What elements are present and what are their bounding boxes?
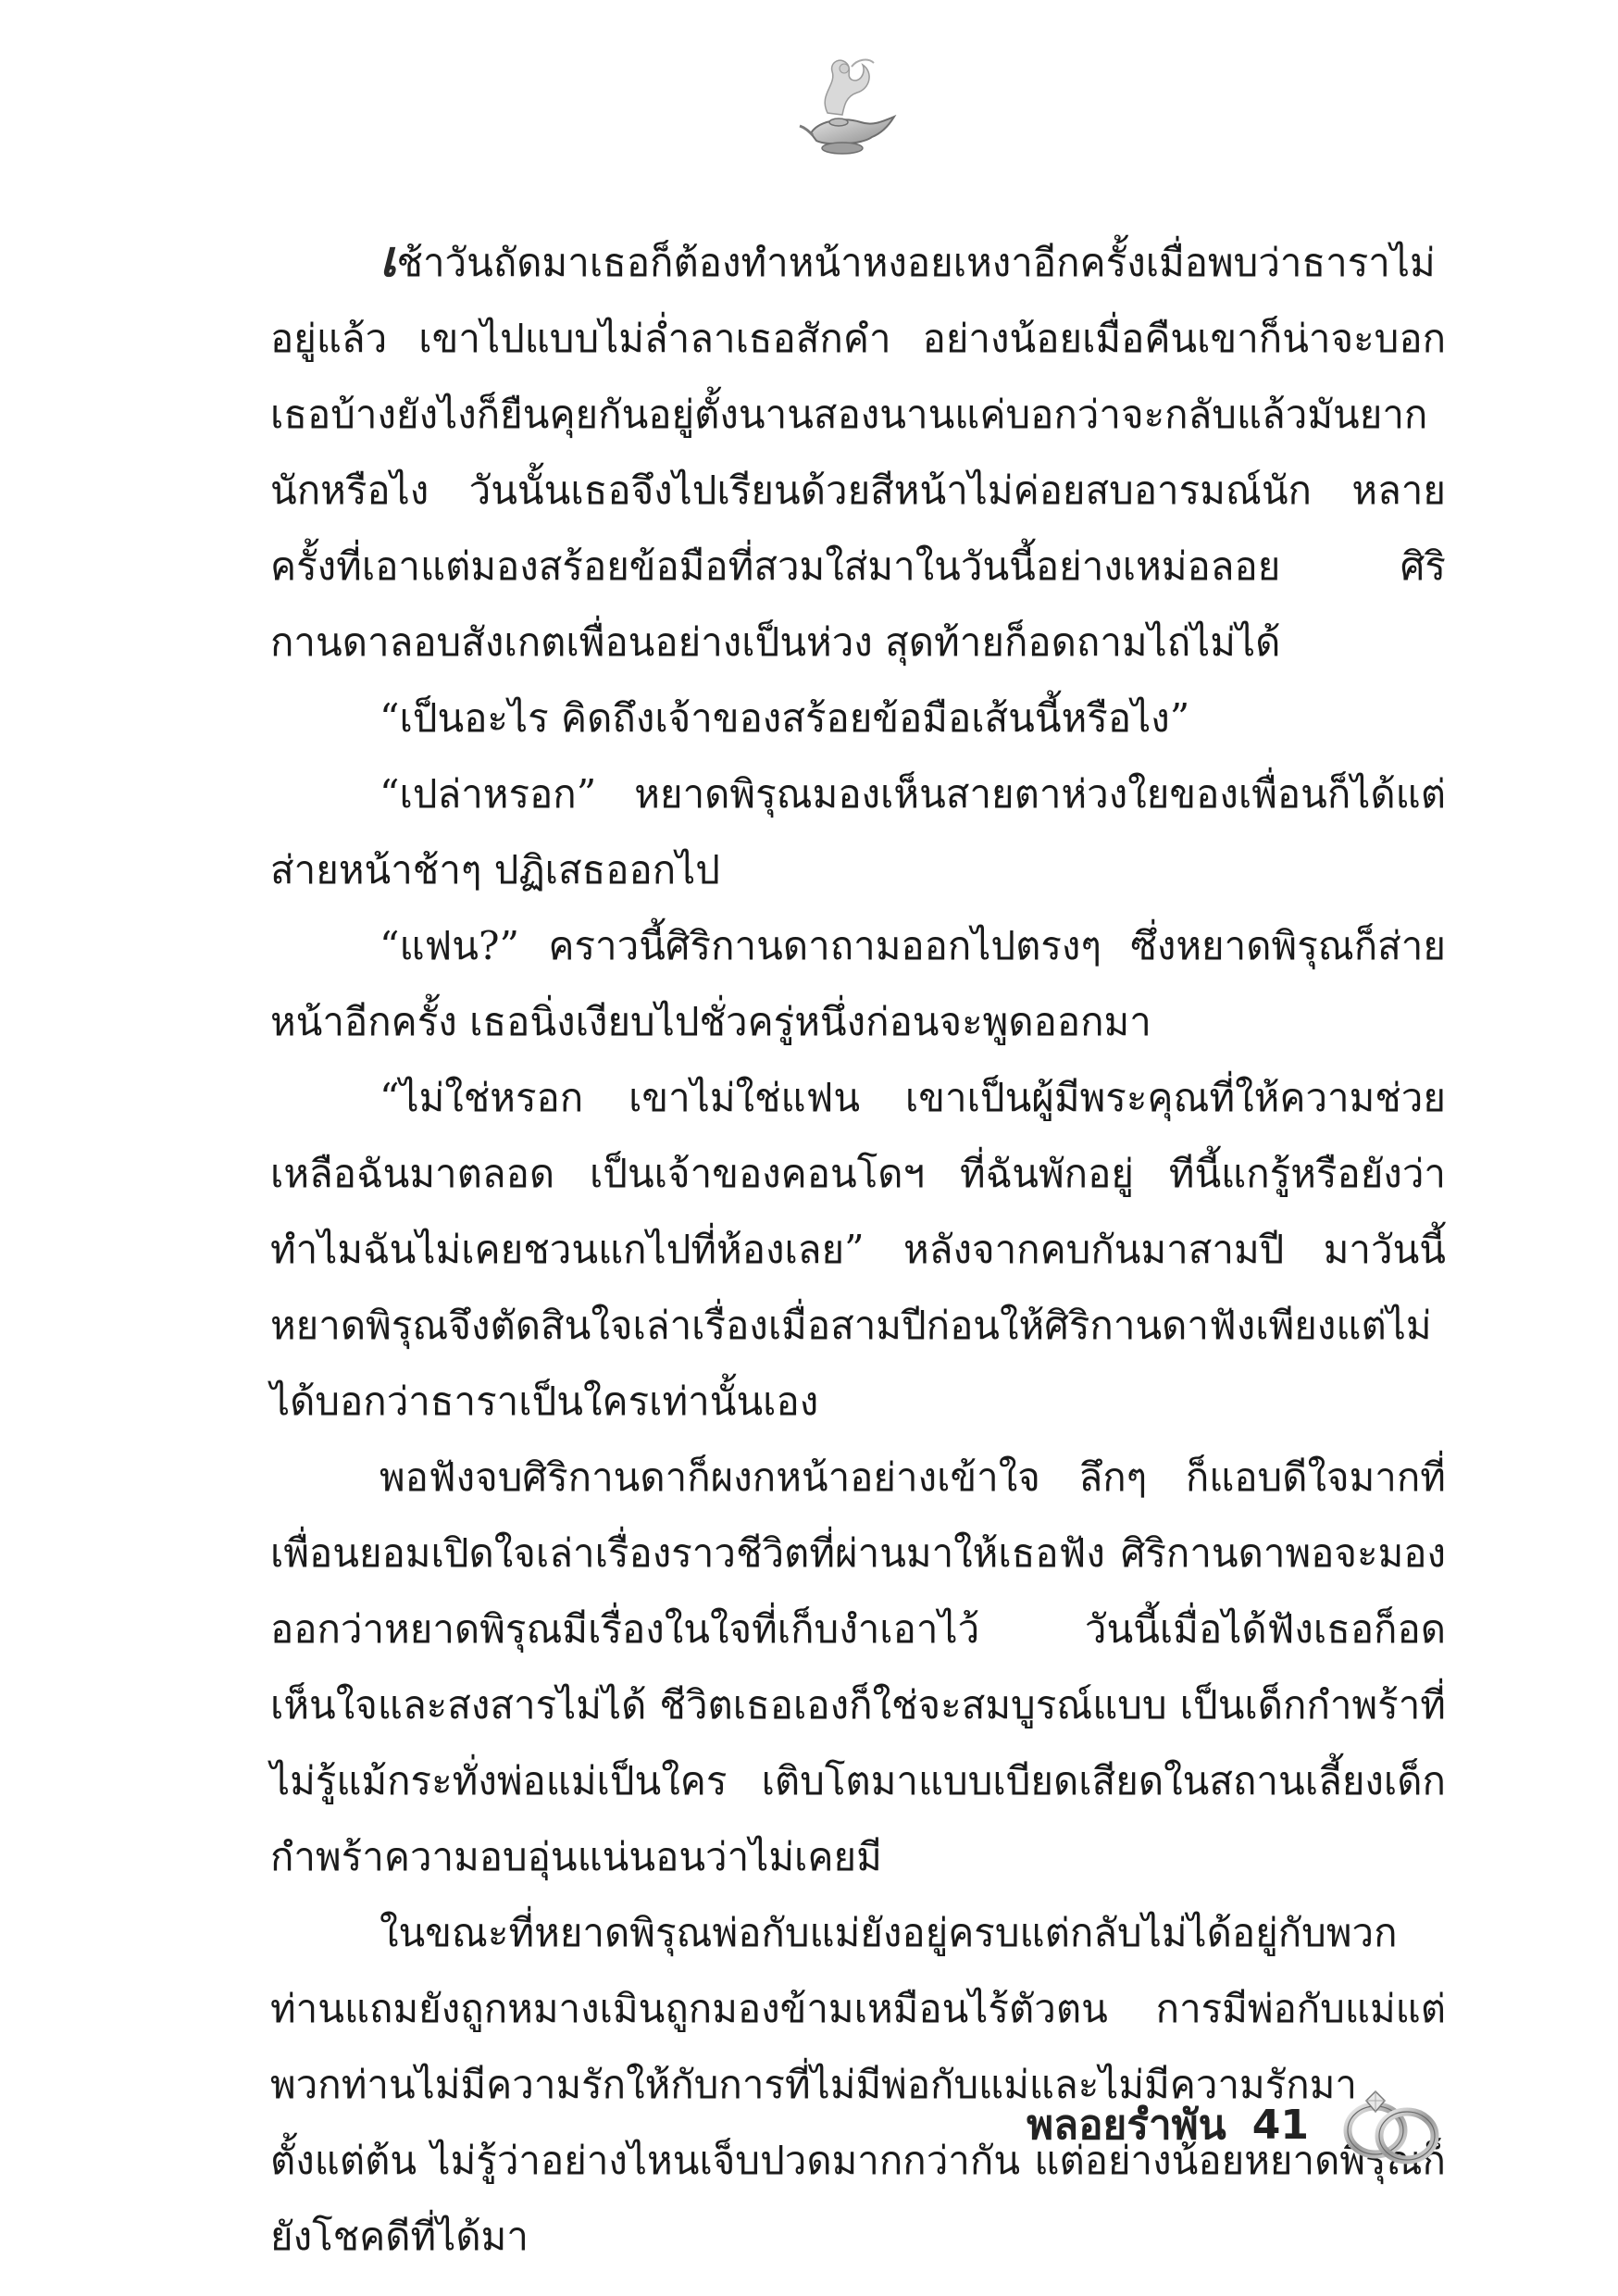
paragraph: “เป็นอะไร คิดถึงเจ้าของสร้อยข้อมือเส้นนี้หรือไง” [380, 695, 1190, 741]
page-footer [1027, 2074, 1446, 2176]
paragraph [270, 220, 1446, 680]
paragraph: “แฟน?” คราวนี้ศิริกานดาถามออกไปตรงๆ ซึ่งหยาดพิรุณก็ส่ายหน้าอีกครั้ง เธอนิ่งเงียบไปชั่วครู่หนึ่งก่อนจะพูดออกมา [270, 923, 1446, 1044]
paragraph: พอฟังจบศิริกานดาก็ผงกหน้าอย่างเข้าใจ ลึกๆ ก็แอบดีใจมากที่เพื่อนยอมเปิดใจเล่าเรื่องราวชีวิตที่ผ่านมาให้เธอฟัง ศิริกานดาพอจะมองออกว่าหยาดพิรุณมีเรื่องในใจที่เก็บงำเอาไว้ วันนี้เมื่อได้ฟังเธอก็อดเห็นใจและสงสารไม่ได้ ชีวิตเธอเองก็ใช่จะสมบูรณ์แบบ เป็นเด็กกำพร้าที่ไม่รู้แม้กระทั่งพ่อแม่เป็นใคร เติบโตมาแบบเบียดเสียดในสถานเลี้ยงเด็กกำพร้าความอบอุ่นแน่นอนว่าไม่เคยมี [270, 1454, 1446, 1879]
paragraph-text: ช้าวันถัดมาเธอก็ต้องทำหน้าหงอยเหงาอีกครั้งเมื่อพบว่าธาราไม่อยู่แล้ว เขาไปแบบไม่ล่ำลาเธอสักคำ อย่างน้อยเมื่อคืนเขาก็น่าจะบอกเธอบ้างยังไงก็ยืนคุยกันอยู่ตั้งนานสองนานแค่บอกว่าจะกลับแล้วมันยากนักหรือไง วันนั้นเธอจึงไปเรียนด้วยสีหน้าไม่ค่อยสบอารมณ์นัก หลายครั้งที่เอาแต่มองสร้อยข้อมือที่สวมใส่มาในวันนี้อย่างเหม่อลอย ศิริกานดาลอบสังเกตเพื่อนอย่างเป็นห่วง สุดท้ายก็อดถามไถ่ไม่ได้ [270, 240, 1446, 665]
paragraph: “ไม่ใช่หรอก เขาไม่ใช่แฟน เขาเป็นผู้มีพระคุณที่ให้ความช่วยเหลือฉันมาตลอด เป็นเจ้าของคอนโดฯ ที่ฉันพักอยู่ ทีนี้แกรู้หรือยังว่าทำไมฉันไม่เคยชวนแกไปที่ห้องเลย” หลังจากคบกันมาสามปี มาวันนี้หยาดพิรุณจึงตัดสินใจเล่าเรื่องเมื่อสามปีก่อนให้ศิริกานดาฟังเพียงแต่ไม่ได้บอกว่าธาราเป็นใครเท่านั้นเอง [270, 1075, 1446, 1424]
book-title: พลอยรำพัน [1027, 2102, 1226, 2149]
page-number: 41 [1251, 2101, 1309, 2149]
chapter-body [270, 220, 1446, 2275]
paragraph: “เปล่าหรอก” หยาดพิรุณมองเห็นสายตาห่วงใยของเพื่อนก็ได้แต่ส่ายหน้าช้าๆ ปฏิเสธออกไป [270, 771, 1446, 892]
drop-cap: เ [380, 229, 397, 288]
wedding-rings-icon [1335, 2078, 1446, 2171]
genie-lamp-icon [790, 48, 911, 168]
paragraph: ในขณะที่หยาดพิรุณพ่อกับแม่ยังอยู่ครบแต่กลับไม่ได้อยู่กับพวกท่านแถมยังถูกหมางเมินถูกมองข้ามเหมือนไร้ตัวตน การมีพ่อกับแม่แต่พวกท่านไม่มีความรักให้กับการที่ไม่มีพ่อกับแม่และไม่มีความรักมาตั้งแต่ต้น ไม่รู้ว่าอย่างไหนเจ็บปวดมากกว่ากัน แต่อย่างน้อยหยาดพิรุณก็ยังโชคดีที่ได้มา [270, 1910, 1446, 2259]
